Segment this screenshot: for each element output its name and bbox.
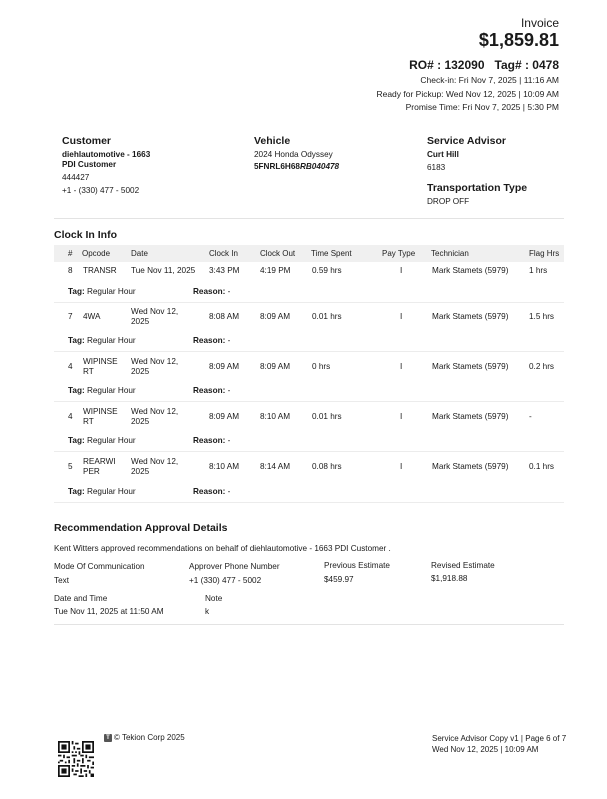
row-pay-type: I — [400, 462, 403, 471]
advisor-id: 6183 — [427, 163, 446, 172]
col-header-clock-out: Clock Out — [260, 249, 296, 258]
row-clock-in: 8:08 AM — [209, 312, 240, 321]
row-date: Wed Nov 12, 2025 — [131, 307, 179, 326]
reason-label: Reason: — [193, 386, 226, 395]
row-opcode: 4WA — [83, 312, 101, 321]
row-pay-type: I — [400, 412, 403, 421]
col-header-pay-type: Pay Type — [382, 249, 416, 258]
ro-number: 132090 — [444, 58, 485, 72]
vehicle-model: 2024 Honda Odyssey — [254, 150, 333, 159]
tag-number: 0478 — [532, 58, 559, 72]
tag-label: Tag: — [68, 287, 85, 296]
transport-value: DROP OFF — [427, 197, 470, 206]
ready-for-pickup-time: Ready for Pickup: Wed Nov 12, 2025 | 10:09 AM — [376, 89, 559, 99]
row-opcode: REARWIPER — [83, 457, 116, 476]
row-time-spent: 0.01 hrs — [312, 312, 342, 321]
col-header-date: Date — [131, 249, 148, 258]
reason-value: - — [227, 436, 231, 445]
row-time-spent: 0.01 hrs — [312, 412, 342, 421]
customer-name: diehlautomotive - 1663 — [62, 150, 151, 159]
row-pay-type: I — [400, 266, 403, 275]
row-num: 4 — [68, 412, 73, 421]
row-num: 5 — [68, 462, 73, 471]
row-tag — [68, 336, 136, 345]
reason-label: Reason: — [193, 287, 226, 296]
row-divider — [54, 502, 564, 503]
ro-tag-line — [409, 58, 559, 72]
recommendation-statement: Kent Witters approved recommendations on behalf of diehlautomotive - 1663 PDI Customer . — [54, 544, 391, 553]
previous-estimate-label: Previous Estimate — [324, 561, 390, 570]
col-header-num: # — [68, 249, 73, 258]
tag-label: Tag: — [68, 336, 85, 345]
ro-label: RO# : — [409, 58, 445, 72]
row-flag-hrs: - — [529, 412, 532, 421]
advisor-title: Service Advisor — [427, 135, 506, 147]
customer-title: Customer — [62, 135, 112, 147]
row-clock-in: 8:09 AM — [209, 362, 240, 371]
row-flag-hrs: 0.1 hrs — [529, 462, 555, 471]
advisor-name: Curt Hill — [427, 150, 459, 159]
row-reason — [193, 386, 230, 395]
row-technician: Mark Stamets (5979) — [432, 462, 509, 471]
tag-label: Tag: — [68, 386, 85, 395]
row-technician: Mark Stamets (5979) — [432, 312, 509, 321]
row-clock-out: 8:10 AM — [260, 412, 291, 421]
row-time-spent: 0 hrs — [312, 362, 331, 371]
row-flag-hrs: 0.2 hrs — [529, 362, 555, 371]
reason-label: Reason: — [193, 436, 226, 445]
row-num: 7 — [68, 312, 73, 321]
vin-suffix: RB040478 — [299, 162, 340, 171]
document-type: Invoice — [520, 16, 559, 30]
row-tag — [68, 436, 136, 445]
row-opcode: WIPINSERT — [83, 407, 118, 426]
tag-value: Regular Hour — [86, 436, 136, 445]
tag-label: Tag# : — [494, 58, 533, 72]
vehicle-title: Vehicle — [254, 135, 291, 147]
reason-label: Reason: — [193, 336, 226, 345]
col-header-time-spent: Time Spent — [311, 249, 352, 258]
datetime-label: Date and Time — [54, 594, 108, 603]
row-divider — [54, 451, 564, 452]
row-tag — [68, 487, 136, 496]
row-technician: Mark Stamets (5979) — [432, 266, 509, 275]
row-time-spent: 0.59 hrs — [312, 266, 342, 275]
reason-label: Reason: — [193, 487, 226, 496]
col-header-clock-in: Clock In — [209, 249, 238, 258]
customer-type: PDI Customer — [62, 160, 117, 169]
datetime-value: Tue Nov 11, 2025 at 11:50 AM — [54, 607, 164, 616]
col-header-opcode: Opcode — [82, 249, 111, 258]
row-technician: Mark Stamets (5979) — [432, 412, 509, 421]
reason-value: - — [227, 287, 231, 296]
mode-value: Text — [54, 576, 70, 585]
tag-label: Tag: — [68, 436, 85, 445]
row-num: 8 — [68, 266, 73, 275]
check-in-time: Check-in: Fri Nov 7, 2025 | 11:16 AM — [420, 75, 559, 85]
row-clock-in: 3:43 PM — [209, 266, 240, 275]
row-clock-in: 8:09 AM — [209, 412, 240, 421]
approver-phone-value: +1 (330) 477 - 5002 — [189, 576, 262, 585]
row-date: Tue Nov 11, 2025 — [131, 266, 196, 275]
reason-value: - — [227, 336, 231, 345]
col-header-flag-hrs: Flag Hrs — [529, 249, 560, 258]
row-reason — [193, 287, 230, 296]
row-num: 4 — [68, 362, 73, 371]
approver-phone-label: Approver Phone Number — [189, 562, 280, 571]
clock-in-title: Clock In Info — [54, 229, 117, 241]
tag-value: Regular Hour — [86, 287, 136, 296]
mode-label: Mode Of Communication — [54, 562, 145, 571]
revised-estimate-label: Revised Estimate — [431, 561, 495, 570]
row-clock-in: 8:10 AM — [209, 462, 240, 471]
row-clock-out: 8:09 AM — [260, 362, 291, 371]
tekion-logo-icon: T — [104, 734, 112, 742]
row-reason — [193, 487, 230, 496]
note-label: Note — [205, 594, 223, 603]
row-date: Wed Nov 12, 2025 — [131, 457, 179, 476]
row-time-spent: 0.08 hrs — [312, 462, 342, 471]
row-date: Wed Nov 12, 2025 — [131, 357, 179, 376]
row-clock-out: 8:09 AM — [260, 312, 291, 321]
row-clock-out: 8:14 AM — [260, 462, 291, 471]
customer-number: 444427 — [62, 173, 90, 182]
transport-title: Transportation Type — [427, 182, 528, 194]
tag-value: Regular Hour — [86, 336, 136, 345]
page-info — [432, 733, 566, 755]
row-date: Wed Nov 12, 2025 — [131, 407, 179, 426]
row-flag-hrs: 1.5 hrs — [529, 312, 555, 321]
row-tag — [68, 287, 136, 296]
invoice-total: $1,859.81 — [478, 30, 559, 50]
previous-estimate-value: $459.97 — [324, 575, 354, 584]
row-tag — [68, 386, 136, 395]
revised-estimate-value: $1,918.88 — [431, 574, 468, 583]
row-reason — [193, 436, 230, 445]
reason-value: - — [227, 386, 231, 395]
row-clock-out: 4:19 PM — [260, 266, 291, 275]
row-pay-type: I — [400, 312, 403, 321]
row-flag-hrs: 1 hrs — [529, 266, 548, 275]
row-divider — [54, 351, 564, 352]
vehicle-vin — [254, 162, 339, 171]
row-opcode: WIPINSERT — [83, 357, 118, 376]
reason-value: - — [227, 487, 231, 496]
divider — [54, 624, 564, 625]
row-opcode: TRANSR — [83, 266, 117, 275]
recommendation-title: Recommendation Approval Details — [54, 522, 228, 534]
copy-page-number: Service Advisor Copy v1 | Page 6 of 7 — [432, 734, 567, 743]
tag-value: Regular Hour — [86, 487, 136, 496]
tag-value: Regular Hour — [86, 386, 136, 395]
promise-time: Promise Time: Fri Nov 7, 2025 | 5:30 PM — [405, 102, 559, 112]
qr-code-icon — [58, 741, 94, 777]
note-value: k — [205, 607, 210, 616]
copyright-text: © Tekion Corp 2025 — [114, 733, 185, 742]
row-technician: Mark Stamets (5979) — [432, 362, 509, 371]
col-header-technician: Technician — [431, 249, 469, 258]
vin-prefix: 5FNRL6H68 — [254, 162, 300, 171]
row-reason — [193, 336, 230, 345]
row-divider — [54, 401, 564, 402]
row-divider — [54, 302, 564, 303]
divider — [54, 218, 564, 219]
printed-timestamp: Wed Nov 12, 2025 | 10:09 AM — [432, 745, 539, 754]
customer-phone: +1 - (330) 477 - 5002 — [62, 186, 140, 195]
row-pay-type: I — [400, 362, 403, 371]
tag-label: Tag: — [68, 487, 85, 496]
